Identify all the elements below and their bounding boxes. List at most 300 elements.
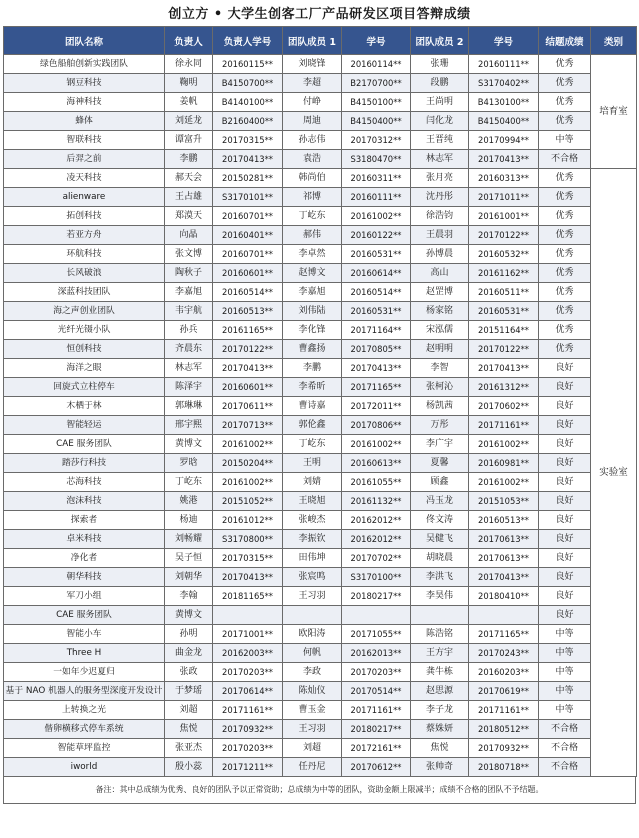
table-row <box>4 701 637 720</box>
member1-id-cell: 20170612** <box>342 758 411 777</box>
member1-id-cell: 20160311** <box>342 169 411 188</box>
member2-id-cell: 20161162** <box>469 264 539 283</box>
member1-id-cell: 20180217** <box>342 587 411 606</box>
member1-id-cell: 20170805** <box>342 340 411 359</box>
member1-cell: 祁博 <box>283 188 342 207</box>
table-row <box>4 302 637 321</box>
leader-cell: 刘畅耀 <box>165 530 213 549</box>
member2-id-cell: 20170613** <box>469 549 539 568</box>
team-name-cell: 深蓝科技团队 <box>4 283 165 302</box>
member2-id-cell: 20160313** <box>469 169 539 188</box>
member2-id-cell: 20161001** <box>469 207 539 226</box>
member1-id-cell: 20160531** <box>342 302 411 321</box>
leader-id-cell: 20160513** <box>213 302 283 321</box>
team-name-cell: 军刀小组 <box>4 587 165 606</box>
team-name-cell: 探索者 <box>4 511 165 530</box>
leader-id-cell: 20170122** <box>213 340 283 359</box>
member1-cell: 李嘉旭 <box>283 283 342 302</box>
result-cell: 良好 <box>539 549 591 568</box>
member2-cell: 佟文涛 <box>411 511 469 530</box>
table-row <box>4 150 637 169</box>
member1-cell: 李鹏 <box>283 359 342 378</box>
member1-id-cell <box>342 606 411 625</box>
leader-cell: 孙明 <box>165 625 213 644</box>
member1-cell: 王明 <box>283 454 342 473</box>
member2-cell: 赵明明 <box>411 340 469 359</box>
member1-cell: 王晓旭 <box>283 492 342 511</box>
team-name-cell: 智联科技 <box>4 131 165 150</box>
member1-id-cell: 20162012** <box>342 530 411 549</box>
member2-id-cell: 20171011** <box>469 188 539 207</box>
table-row <box>4 359 637 378</box>
member1-cell: 刘超 <box>283 739 342 758</box>
result-cell: 不合格 <box>539 758 591 777</box>
member2-cell: 李广宇 <box>411 435 469 454</box>
leader-cell: 曲金龙 <box>165 644 213 663</box>
result-cell: 良好 <box>539 511 591 530</box>
member1-id-cell: 20170413** <box>342 359 411 378</box>
team-name-cell: CAE 服务团队 <box>4 435 165 454</box>
table-row <box>4 625 637 644</box>
member1-cell: 袁浩 <box>283 150 342 169</box>
result-cell: 优秀 <box>539 245 591 264</box>
result-cell: 优秀 <box>539 74 591 93</box>
table-row <box>4 207 637 226</box>
result-cell: 良好 <box>539 454 591 473</box>
leader-id-cell: 20170203** <box>213 663 283 682</box>
member2-cell: 蔡姝妍 <box>411 720 469 739</box>
member2-id-cell: 20161312** <box>469 378 539 397</box>
team-name-cell: Three H <box>4 644 165 663</box>
table-row <box>4 169 637 188</box>
member1-cell: 陈灿仪 <box>283 682 342 701</box>
leader-id-cell: 20170315** <box>213 131 283 150</box>
member2-id-cell: 20160111** <box>469 55 539 74</box>
result-cell: 优秀 <box>539 188 591 207</box>
member2-cell: 王方宇 <box>411 644 469 663</box>
result-cell: 良好 <box>539 530 591 549</box>
leader-cell: 郭琳琳 <box>165 397 213 416</box>
team-name-cell: 木栖于林 <box>4 397 165 416</box>
team-name-cell: 光纤光镊小队 <box>4 321 165 340</box>
member1-id-cell: 20170806** <box>342 416 411 435</box>
table-row <box>4 416 637 435</box>
leader-cell: 杨迪 <box>165 511 213 530</box>
member1-cell: 张峻杰 <box>283 511 342 530</box>
leader-cell: 鞠明 <box>165 74 213 93</box>
result-cell: 中等 <box>539 625 591 644</box>
team-name-cell: 芯海科技 <box>4 473 165 492</box>
table-row <box>4 264 637 283</box>
team-name-cell: 后羿之前 <box>4 150 165 169</box>
header-category: 类别 <box>591 27 637 55</box>
team-name-cell: 恒创科技 <box>4 340 165 359</box>
leader-cell: 谭富升 <box>165 131 213 150</box>
table-row <box>4 511 637 530</box>
member2-cell: 张珊 <box>411 55 469 74</box>
member2-id-cell: 20160511** <box>469 283 539 302</box>
member1-cell: 郭伦鑫 <box>283 416 342 435</box>
leader-id-cell: 20170203** <box>213 739 283 758</box>
team-name-cell: 卓米科技 <box>4 530 165 549</box>
member2-id-cell: 20160513** <box>469 511 539 530</box>
team-name-cell: 长风破浪 <box>4 264 165 283</box>
leader-cell: 李鹏 <box>165 150 213 169</box>
leader-id-cell: 20171001** <box>213 625 283 644</box>
member1-cell: 刘晓锋 <box>283 55 342 74</box>
leader-id-cell: 20151052** <box>213 492 283 511</box>
table-row <box>4 283 637 302</box>
result-cell: 良好 <box>539 587 591 606</box>
member2-cell: 顾鑫 <box>411 473 469 492</box>
table-row <box>4 55 637 74</box>
leader-cell: 林志军 <box>165 359 213 378</box>
leader-id-cell: 20160115** <box>213 55 283 74</box>
team-name-cell: 蜂体 <box>4 112 165 131</box>
member1-id-cell: S3180470** <box>342 150 411 169</box>
team-name-cell: alienware <box>4 188 165 207</box>
member2-cell: 王尚明 <box>411 93 469 112</box>
leader-id-cell: 20160601** <box>213 264 283 283</box>
footnote: 备注：其中总成绩为优秀、良好的团队予以正常资助；总成绩为中等的团队，资助金额上限减半；成绩不合格的团队不予结题。 <box>3 777 636 804</box>
leader-cell: 于梦瑶 <box>165 682 213 701</box>
member2-id-cell: 20170413** <box>469 150 539 169</box>
member1-id-cell: B4150400** <box>342 112 411 131</box>
leader-cell: 罗晗 <box>165 454 213 473</box>
member1-id-cell: 20170514** <box>342 682 411 701</box>
member1-cell: 曹鑫扬 <box>283 340 342 359</box>
team-name-cell: 回旋式立柱停车 <box>4 378 165 397</box>
team-name-cell: 海洋之眼 <box>4 359 165 378</box>
member1-id-cell: 20160122** <box>342 226 411 245</box>
member2-id-cell: 20160532** <box>469 245 539 264</box>
member1-id-cell: B4150100** <box>342 93 411 112</box>
leader-cell: 陶秋子 <box>165 264 213 283</box>
team-name-cell: 海神科技 <box>4 93 165 112</box>
member2-cell: 龚牛栋 <box>411 663 469 682</box>
leader-id-cell: 20150204** <box>213 454 283 473</box>
leader-id-cell: 20160601** <box>213 378 283 397</box>
member2-cell: 沈丹彤 <box>411 188 469 207</box>
member1-id-cell: B2170700** <box>342 74 411 93</box>
header-member2-id: 学号 <box>469 27 539 55</box>
member2-id-cell: 20170613** <box>469 530 539 549</box>
member2-cell: 王晨羽 <box>411 226 469 245</box>
member2-cell: 杨凯茜 <box>411 397 469 416</box>
team-name-cell: 海之声创业团队 <box>4 302 165 321</box>
member2-cell: 孙博晨 <box>411 245 469 264</box>
leader-id-cell <box>213 606 283 625</box>
leader-id-cell: 20161012** <box>213 511 283 530</box>
team-name-cell: 净化者 <box>4 549 165 568</box>
member1-id-cell: 20160114** <box>342 55 411 74</box>
member2-id-cell: B4130100** <box>469 93 539 112</box>
member1-cell: 周迪 <box>283 112 342 131</box>
leader-cell: 徐永同 <box>165 55 213 74</box>
member2-id-cell: 20171161** <box>469 701 539 720</box>
member1-cell: 丁屹东 <box>283 207 342 226</box>
leader-id-cell: 20161002** <box>213 435 283 454</box>
team-name-cell: 朝华科技 <box>4 568 165 587</box>
leader-cell: 王占雄 <box>165 188 213 207</box>
page-title: 创立方 • 大学生创客工厂产品研发区项目答辩成绩 <box>168 7 471 22</box>
member2-cell: 夏馨 <box>411 454 469 473</box>
member1-cell: 任丹尼 <box>283 758 342 777</box>
member2-id-cell: 20160981** <box>469 454 539 473</box>
member1-cell: 李希昕 <box>283 378 342 397</box>
result-cell: 优秀 <box>539 169 591 188</box>
leader-cell: 丁屹东 <box>165 473 213 492</box>
leader-cell: 吴子恒 <box>165 549 213 568</box>
team-name-cell: 一如年少迟夏归 <box>4 663 165 682</box>
member1-id-cell: 20170203** <box>342 663 411 682</box>
result-cell: 良好 <box>539 359 591 378</box>
member1-cell: 张宸鸣 <box>283 568 342 587</box>
result-cell: 良好 <box>539 568 591 587</box>
member2-cell: 冯玉龙 <box>411 492 469 511</box>
member2-id-cell <box>469 606 539 625</box>
member2-cell: 李昊伟 <box>411 587 469 606</box>
team-name-cell: 偕卵横移式停车系统 <box>4 720 165 739</box>
member2-id-cell: 20180512** <box>469 720 539 739</box>
leader-cell: 李嘉旭 <box>165 283 213 302</box>
leader-cell: 刘延龙 <box>165 112 213 131</box>
leader-cell: 黄博文 <box>165 606 213 625</box>
member2-id-cell: 20170122** <box>469 226 539 245</box>
result-cell: 不合格 <box>539 739 591 758</box>
team-name-cell: iworld <box>4 758 165 777</box>
member1-id-cell: 20160531** <box>342 245 411 264</box>
team-name-cell: 智能草坪监控 <box>4 739 165 758</box>
header-member1: 团队成员 1 <box>283 27 342 55</box>
header-member1-id: 学号 <box>342 27 411 55</box>
member2-cell: 宋泓儒 <box>411 321 469 340</box>
team-name-cell: 泡沫科技 <box>4 492 165 511</box>
leader-cell: 向晶 <box>165 226 213 245</box>
team-name-cell: 绿色船舶创新实践团队 <box>4 55 165 74</box>
member1-cell: 李卓然 <box>283 245 342 264</box>
table-row <box>4 739 637 758</box>
member1-id-cell: 20161002** <box>342 207 411 226</box>
result-cell: 优秀 <box>539 264 591 283</box>
table-row <box>4 188 637 207</box>
leader-id-cell: 20160514** <box>213 283 283 302</box>
member2-cell: 赵思源 <box>411 682 469 701</box>
member1-id-cell: 20172161** <box>342 739 411 758</box>
table-row <box>4 473 637 492</box>
result-cell: 优秀 <box>539 207 591 226</box>
leader-id-cell: 20161165** <box>213 321 283 340</box>
leader-id-cell: 20170614** <box>213 682 283 701</box>
member2-cell: 林志军 <box>411 150 469 169</box>
member2-id-cell: 20171165** <box>469 625 539 644</box>
member1-id-cell: 20172011** <box>342 397 411 416</box>
member2-cell: 陈浩铭 <box>411 625 469 644</box>
member2-cell <box>411 606 469 625</box>
table-row <box>4 131 637 150</box>
table-row <box>4 378 637 397</box>
table-row <box>4 245 637 264</box>
member1-id-cell: 20170702** <box>342 549 411 568</box>
result-cell: 优秀 <box>539 321 591 340</box>
table-row <box>4 720 637 739</box>
member2-cell: 李子龙 <box>411 701 469 720</box>
result-cell: 中等 <box>539 131 591 150</box>
leader-cell: 陈泽宇 <box>165 378 213 397</box>
result-cell: 优秀 <box>539 226 591 245</box>
category-cell: 培育室 <box>591 55 637 169</box>
header-leader-id: 负责人学号 <box>213 27 283 55</box>
team-name-cell: 上转换之光 <box>4 701 165 720</box>
member2-cell: 焦悦 <box>411 739 469 758</box>
team-name-cell: 凌天科技 <box>4 169 165 188</box>
leader-id-cell: 20160401** <box>213 226 283 245</box>
member2-id-cell: 20170243** <box>469 644 539 663</box>
leader-id-cell: 20160701** <box>213 207 283 226</box>
result-cell: 优秀 <box>539 340 591 359</box>
member1-cell: 李振钦 <box>283 530 342 549</box>
member2-cell: 段鹏 <box>411 74 469 93</box>
leader-id-cell: 20160701** <box>213 245 283 264</box>
result-cell: 良好 <box>539 492 591 511</box>
header-leader: 负责人 <box>165 27 213 55</box>
result-cell: 不合格 <box>539 150 591 169</box>
table-row <box>4 587 637 606</box>
member1-cell: 王习羽 <box>283 720 342 739</box>
result-cell: 优秀 <box>539 302 591 321</box>
member1-id-cell: 20180217** <box>342 720 411 739</box>
leader-id-cell: 20170413** <box>213 150 283 169</box>
table-row <box>4 397 637 416</box>
member1-id-cell: 20171055** <box>342 625 411 644</box>
leader-id-cell: 20170611** <box>213 397 283 416</box>
result-cell: 良好 <box>539 606 591 625</box>
leader-cell: 刘超 <box>165 701 213 720</box>
member1-cell: 孙志伟 <box>283 131 342 150</box>
member1-id-cell: 20171161** <box>342 701 411 720</box>
team-name-cell: 若亚方舟 <box>4 226 165 245</box>
table-row <box>4 758 637 777</box>
leader-id-cell: 20150281** <box>213 169 283 188</box>
leader-cell: 姚港 <box>165 492 213 511</box>
member2-cell: 李智 <box>411 359 469 378</box>
result-cell: 中等 <box>539 701 591 720</box>
table-row <box>4 74 637 93</box>
result-cell: 优秀 <box>539 112 591 131</box>
team-name-cell: 智能轻运 <box>4 416 165 435</box>
member1-cell: 刘婧 <box>283 473 342 492</box>
result-cell: 不合格 <box>539 720 591 739</box>
member2-id-cell: 20170619** <box>469 682 539 701</box>
member2-id-cell: 20160531** <box>469 302 539 321</box>
leader-id-cell: 20171161** <box>213 701 283 720</box>
table-header-row <box>4 27 637 55</box>
leader-cell: 黄博文 <box>165 435 213 454</box>
member2-cell: 万彤 <box>411 416 469 435</box>
leader-cell: 齐晨东 <box>165 340 213 359</box>
leader-id-cell: B2160400** <box>213 112 283 131</box>
member1-cell: 何帆 <box>283 644 342 663</box>
leader-id-cell: 20170413** <box>213 568 283 587</box>
header-team-name: 团队名称 <box>4 27 165 55</box>
member2-cell: 高山 <box>411 264 469 283</box>
member1-id-cell: 20160514** <box>342 283 411 302</box>
result-cell: 优秀 <box>539 283 591 302</box>
member1-cell: 王习羽 <box>283 587 342 606</box>
member2-cell: 杨家铭 <box>411 302 469 321</box>
result-cell: 优秀 <box>539 93 591 112</box>
leader-cell: 姜帆 <box>165 93 213 112</box>
member1-cell: 李超 <box>283 74 342 93</box>
table-row <box>4 112 637 131</box>
leader-id-cell: 20170413** <box>213 359 283 378</box>
member2-id-cell: 20170413** <box>469 359 539 378</box>
result-cell: 中等 <box>539 644 591 663</box>
table-row <box>4 340 637 359</box>
member1-cell: 郝伟 <box>283 226 342 245</box>
leader-cell: 郑漠天 <box>165 207 213 226</box>
member2-id-cell: 20151053** <box>469 492 539 511</box>
leader-id-cell: 20161002** <box>213 473 283 492</box>
table-row <box>4 530 637 549</box>
member2-cell: 张柯沁 <box>411 378 469 397</box>
member2-cell: 赵罡博 <box>411 283 469 302</box>
member1-cell: 田伟坤 <box>283 549 342 568</box>
leader-id-cell: 20171211** <box>213 758 283 777</box>
team-name-cell: 基于 NAO 机器人的服务型深度开发设计 <box>4 682 165 701</box>
member2-cell: 闫化龙 <box>411 112 469 131</box>
leader-cell: 孙兵 <box>165 321 213 340</box>
header-result: 结题成绩 <box>539 27 591 55</box>
result-cell: 优秀 <box>539 55 591 74</box>
result-cell: 良好 <box>539 378 591 397</box>
leader-cell: 郝天会 <box>165 169 213 188</box>
member2-id-cell: B4150400** <box>469 112 539 131</box>
leader-id-cell: 20162003** <box>213 644 283 663</box>
table-row <box>4 682 637 701</box>
table-row <box>4 644 637 663</box>
member1-cell: 丁屹东 <box>283 435 342 454</box>
member1-cell: 欧阳涛 <box>283 625 342 644</box>
member2-cell: 李洪飞 <box>411 568 469 587</box>
member1-id-cell: 20161055** <box>342 473 411 492</box>
member2-id-cell: 20170413** <box>469 568 539 587</box>
leader-cell: 刘朝华 <box>165 568 213 587</box>
table-row <box>4 226 637 245</box>
team-name-cell: 智能小车 <box>4 625 165 644</box>
member1-cell: 李化锋 <box>283 321 342 340</box>
member1-id-cell: 20161132** <box>342 492 411 511</box>
team-name-cell: 钢豆科技 <box>4 74 165 93</box>
member2-id-cell: 20151164** <box>469 321 539 340</box>
member2-id-cell: 20171161** <box>469 416 539 435</box>
result-cell: 中等 <box>539 663 591 682</box>
member2-id-cell: 20161002** <box>469 473 539 492</box>
member2-cell: 吴健飞 <box>411 530 469 549</box>
table-row <box>4 435 637 454</box>
leader-cell: 张政 <box>165 663 213 682</box>
table-row <box>4 663 637 682</box>
table-row <box>4 492 637 511</box>
member1-id-cell: 20171165** <box>342 378 411 397</box>
leader-cell: 张亚杰 <box>165 739 213 758</box>
table-body <box>4 55 637 777</box>
leader-id-cell: 20170713** <box>213 416 283 435</box>
leader-id-cell: 20181165** <box>213 587 283 606</box>
leader-cell: 焦悦 <box>165 720 213 739</box>
table-row <box>4 549 637 568</box>
member1-id-cell: S3170100** <box>342 568 411 587</box>
